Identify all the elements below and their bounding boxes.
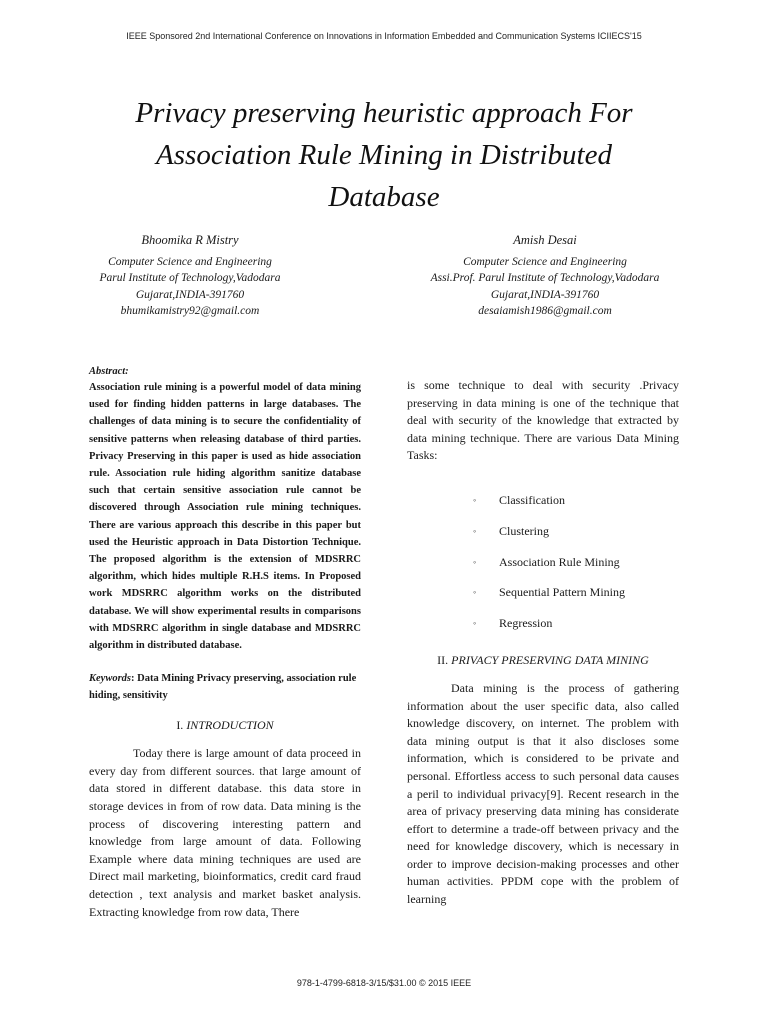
bullet-icon: ◦ xyxy=(473,494,477,505)
keywords xyxy=(89,670,361,704)
list-item xyxy=(473,493,679,524)
section-title: PRIVACY PRESERVING DATA MINING xyxy=(451,652,649,667)
keywords-text: : Data Mining Privacy preserving, association rule hiding, sensitivity xyxy=(89,673,357,702)
section-title: INTRODUCTION xyxy=(186,718,274,733)
list-item xyxy=(473,555,679,586)
list-item xyxy=(473,585,679,616)
left-column xyxy=(89,366,361,921)
abstract-body: Association rule mining is a powerful model of data mining used for finding hidden patterns in large databases. The challenges of data mining is to secure the confidentiality of sensitive patterns when releasing database of third parties. Privacy Preserving in this paper is used as hide association rule. Association rule hiding algorithm sanitize database such that certain sensitive association rule cannot be discovered through Association rule mining techniques. There are various approach this describe in this paper but used the Heuristic approach in Data Distortion Technique. The proposed algorithm is the extension of MDSRRC algorithm, which hides multiple R.H.S items. In Proposed work MDSRRC algorithm works on the distributed database. We will show experimental results in comparisons with MDSRRC algorithm in single database and MDSRRC algorithm in distributed database. xyxy=(89,382,361,652)
keywords-label: Keywords xyxy=(89,673,131,685)
author-location: Gujarat,INDIA-391760 xyxy=(490,288,600,301)
task-label: Sequential Pattern Mining xyxy=(499,585,625,600)
section-number: II. xyxy=(437,652,449,667)
author-institution: Parul Institute of Technology,Vadodara xyxy=(99,272,281,284)
privacy-preserving-paragraph: Data mining is the process of gathering information about the user specific data, also called knowledge discovery, on internet. The problem with data mining output is that it also discloses some information, which is considered to be private and personal. Effortless access to such personal data causes a peril to individual privacy[9]. Recent research in the area of privacy preserving data mining has considerate effort to determine a trade-off between privacy and the need for knowledge discovery, which is necessary in order to improve decision-making processes and other human activities. PPDM cope with the problem of learning xyxy=(407,680,679,907)
title-line-2: Association Rule Mining in Distributed xyxy=(156,139,612,171)
title-line-3: Database xyxy=(328,181,440,213)
bullet-icon: ◦ xyxy=(473,525,477,536)
author-department: Computer Science and Engineering xyxy=(463,255,627,268)
task-label: Association Rule Mining xyxy=(499,554,620,569)
paper-title xyxy=(84,92,684,218)
continuation-paragraph: is some technique to deal with security .Privacy preserving in data mining is one of the technique that deal with security of the knowledge that extracted by data mining technique. There are various Data Mining Tasks: xyxy=(407,378,679,463)
author-email: desaiamish1986@gmail.com xyxy=(478,305,612,317)
author-name: Bhoomika R Mistry xyxy=(141,233,239,247)
title-line-1: Privacy preserving heuristic approach For xyxy=(135,97,633,129)
task-label: Classification xyxy=(499,492,565,507)
section-number: I. xyxy=(176,718,184,733)
task-label: Regression xyxy=(499,616,553,631)
list-item xyxy=(473,616,679,647)
task-label: Clustering xyxy=(499,523,549,538)
abstract-heading: Abstract: xyxy=(89,366,129,377)
conference-header: IEEE Sponsored 2nd International Conference on Innovations in Information Embedded and Communication Systems ICIIECS'15 xyxy=(126,31,642,41)
author-name: Amish Desai xyxy=(513,233,577,247)
bullet-icon: ◦ xyxy=(473,587,477,598)
data-mining-tasks-list xyxy=(407,493,679,647)
bullet-icon: ◦ xyxy=(473,618,477,629)
list-item xyxy=(473,524,679,555)
author-block-1 xyxy=(60,232,320,320)
section-heading-privacy-preserving xyxy=(407,653,679,668)
right-column xyxy=(407,377,679,909)
section-heading-introduction xyxy=(89,718,361,733)
author-block-2 xyxy=(410,232,680,320)
author-location: Gujarat,INDIA-391760 xyxy=(135,288,245,301)
author-department: Computer Science and Engineering xyxy=(108,255,272,268)
author-institution: Assi.Prof. Parul Institute of Technology,Vadodara xyxy=(430,272,660,284)
introduction-paragraph: Today there is large amount of data proceed in every day from different sources. that large amount of data stored in different database. this data store in storage devices in from of row data. Data mining is the process of discovering interesting pattern and knowledge from large amount of data. Following Example where data mining techniques are used are Direct mail marketing, bioinformatics, credit card fraud detection , text analysis and market basket analysis. Extracting knowledge from row data, There xyxy=(89,746,361,919)
author-email: bhumikamistry92@gmail.com xyxy=(120,305,260,317)
bullet-icon: ◦ xyxy=(473,556,477,567)
copyright-footer: 978-1-4799-6818-3/15/$31.00 © 2015 IEEE xyxy=(296,978,472,988)
